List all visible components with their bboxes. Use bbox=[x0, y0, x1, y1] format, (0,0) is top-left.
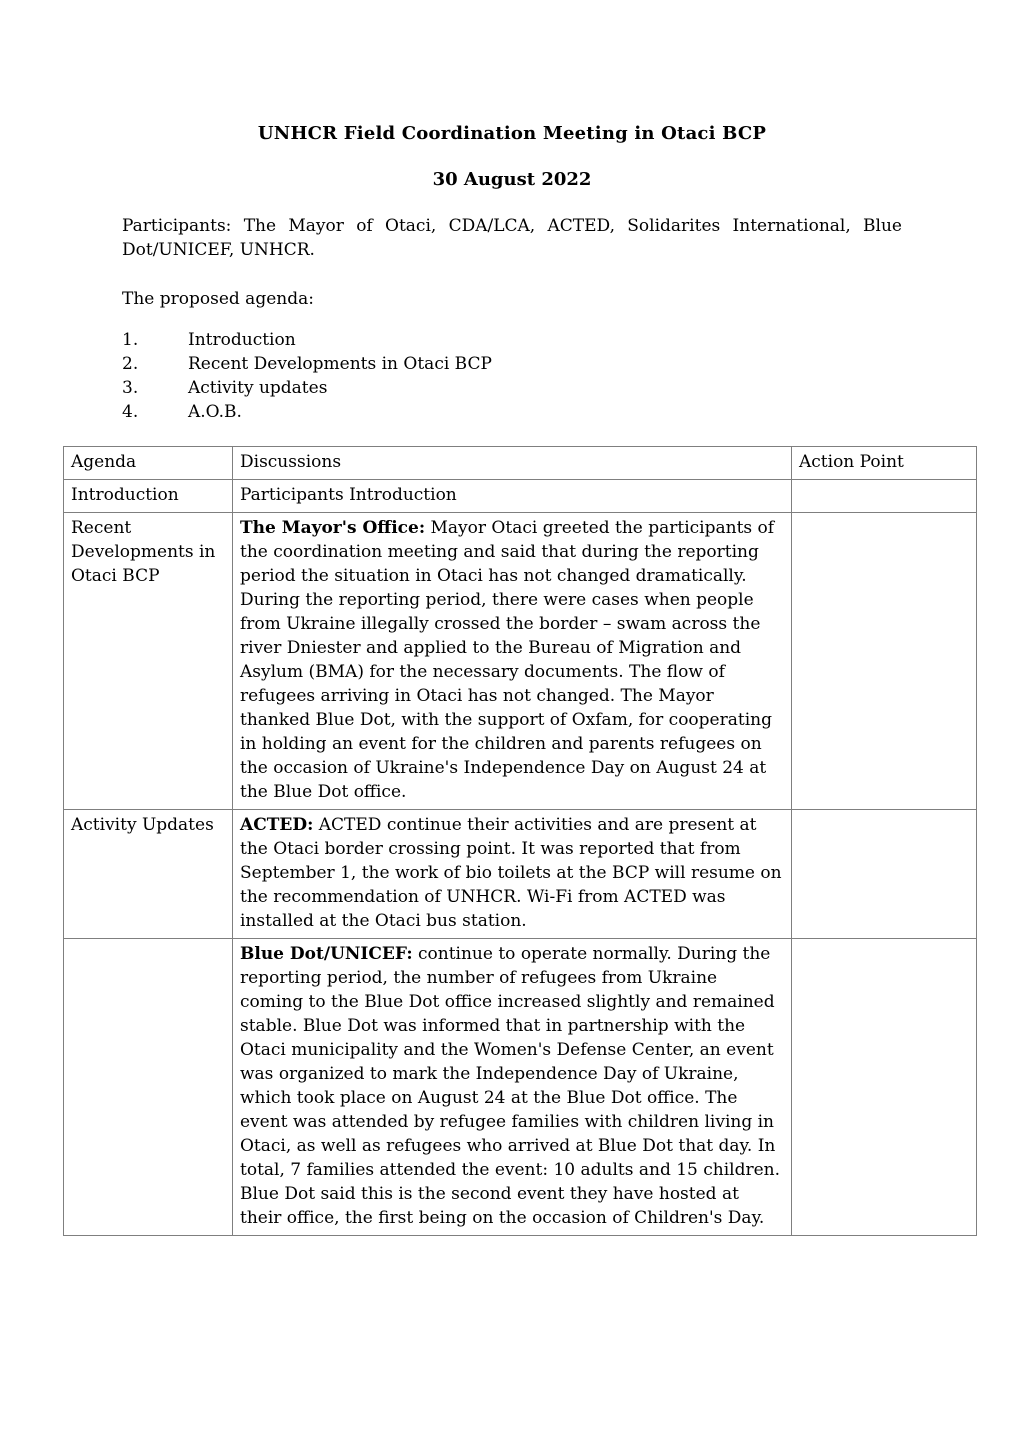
discussion-lead-label: The Mayor's Office: bbox=[240, 518, 426, 538]
cell-action-point bbox=[792, 939, 977, 1236]
agenda-item-number: 3. bbox=[122, 378, 139, 398]
cell-discussion bbox=[233, 513, 792, 810]
cell-agenda bbox=[64, 939, 233, 1236]
agenda-item-label: Introduction bbox=[188, 330, 296, 350]
agenda-item-number: 2. bbox=[122, 354, 139, 374]
column-header-agenda: Agenda bbox=[64, 447, 233, 480]
agenda-list-item bbox=[122, 352, 902, 376]
cell-agenda: Recent Developments in Otaci BCP bbox=[64, 513, 233, 810]
cell-agenda: Activity Updates bbox=[64, 810, 233, 939]
minutes-table bbox=[63, 446, 977, 1236]
participants-paragraph: Participants: The Mayor of Otaci, CDA/LCA, ACTED, Solidarites International, Blue Dot/UNICEF, UNHCR. bbox=[122, 216, 902, 260]
agenda-list bbox=[122, 328, 902, 424]
agenda-item-label: A.O.B. bbox=[188, 402, 242, 422]
column-header-action-point: Action Point bbox=[792, 447, 977, 480]
agenda-item-number: 1. bbox=[122, 330, 139, 350]
discussion-text: ACTED continue their activities and are present at the Otaci border crossing point. It was reported that from September 1, the work of bio toilets at the BCP will resume on the recommendation of UNHCR. Wi-Fi from ACTED was installed at the Otaci bus station. bbox=[240, 815, 782, 931]
table-row bbox=[64, 939, 977, 1236]
cell-action-point bbox=[792, 810, 977, 939]
table-row bbox=[64, 810, 977, 939]
discussion-text: Participants Introduction bbox=[240, 485, 457, 505]
discussion-lead-label: Blue Dot/UNICEF: bbox=[240, 944, 413, 964]
discussion-text: continue to operate normally. During the reporting period, the number of refugees from Ukraine coming to the Blue Dot office increased slightly and remained stable. Blue Dot was informed that in partnership with the Otaci municipality and the Women's Defense Center, an event was organized to mark the Independence Day of Ukraine, which took place on August 24 at the Blue Dot office. The event was attended by refugee families with children living in Otaci, as well as refugees who arrived at Blue Dot that day. In total, 7 families attended the event: 10 adults and 15 children. Blue Dot said this is the second event they have hosted at their office, the first being on the occasion of Children's Day. bbox=[240, 944, 781, 1228]
cell-discussion bbox=[233, 480, 792, 513]
cell-action-point bbox=[792, 513, 977, 810]
agenda-intro-label: The proposed agenda: bbox=[122, 289, 314, 309]
cell-discussion bbox=[233, 939, 792, 1236]
agenda-list-item bbox=[122, 328, 902, 352]
cell-action-point bbox=[792, 480, 977, 513]
discussion-text: Mayor Otaci greeted the participants of the coordination meeting and said that during the reporting period the situation in Otaci has not changed dramatically. During the reporting period, there were cases when people from Ukraine illegally crossed the border – swam across the river Dniester and applied to the Bureau of Migration and Asylum (BMA) for the necessary documents. The flow of refugees arriving in Otaci has not changed. The Mayor thanked Blue Dot, with the support of Oxfam, for cooperating in holding an event for the children and parents refugees on the occasion of Ukraine's Independence Day on August 24 at the Blue Dot office. bbox=[240, 518, 775, 802]
agenda-list-item bbox=[122, 376, 902, 400]
agenda-list-item bbox=[122, 400, 902, 424]
column-header-discussions: Discussions bbox=[233, 447, 792, 480]
agenda-item-label: Recent Developments in Otaci BCP bbox=[188, 354, 492, 374]
cell-discussion bbox=[233, 810, 792, 939]
cell-agenda: Introduction bbox=[64, 480, 233, 513]
agenda-item-number: 4. bbox=[122, 402, 139, 422]
table-header-row bbox=[64, 447, 977, 480]
table-row bbox=[64, 513, 977, 810]
document-date: 30 August 2022 bbox=[432, 169, 592, 190]
document-title: UNHCR Field Coordination Meeting in Otaci BCP bbox=[257, 123, 767, 144]
agenda-item-label: Activity updates bbox=[188, 378, 328, 398]
table-row bbox=[64, 480, 977, 513]
document-body bbox=[122, 214, 902, 424]
discussion-lead-label: ACTED: bbox=[240, 815, 314, 835]
